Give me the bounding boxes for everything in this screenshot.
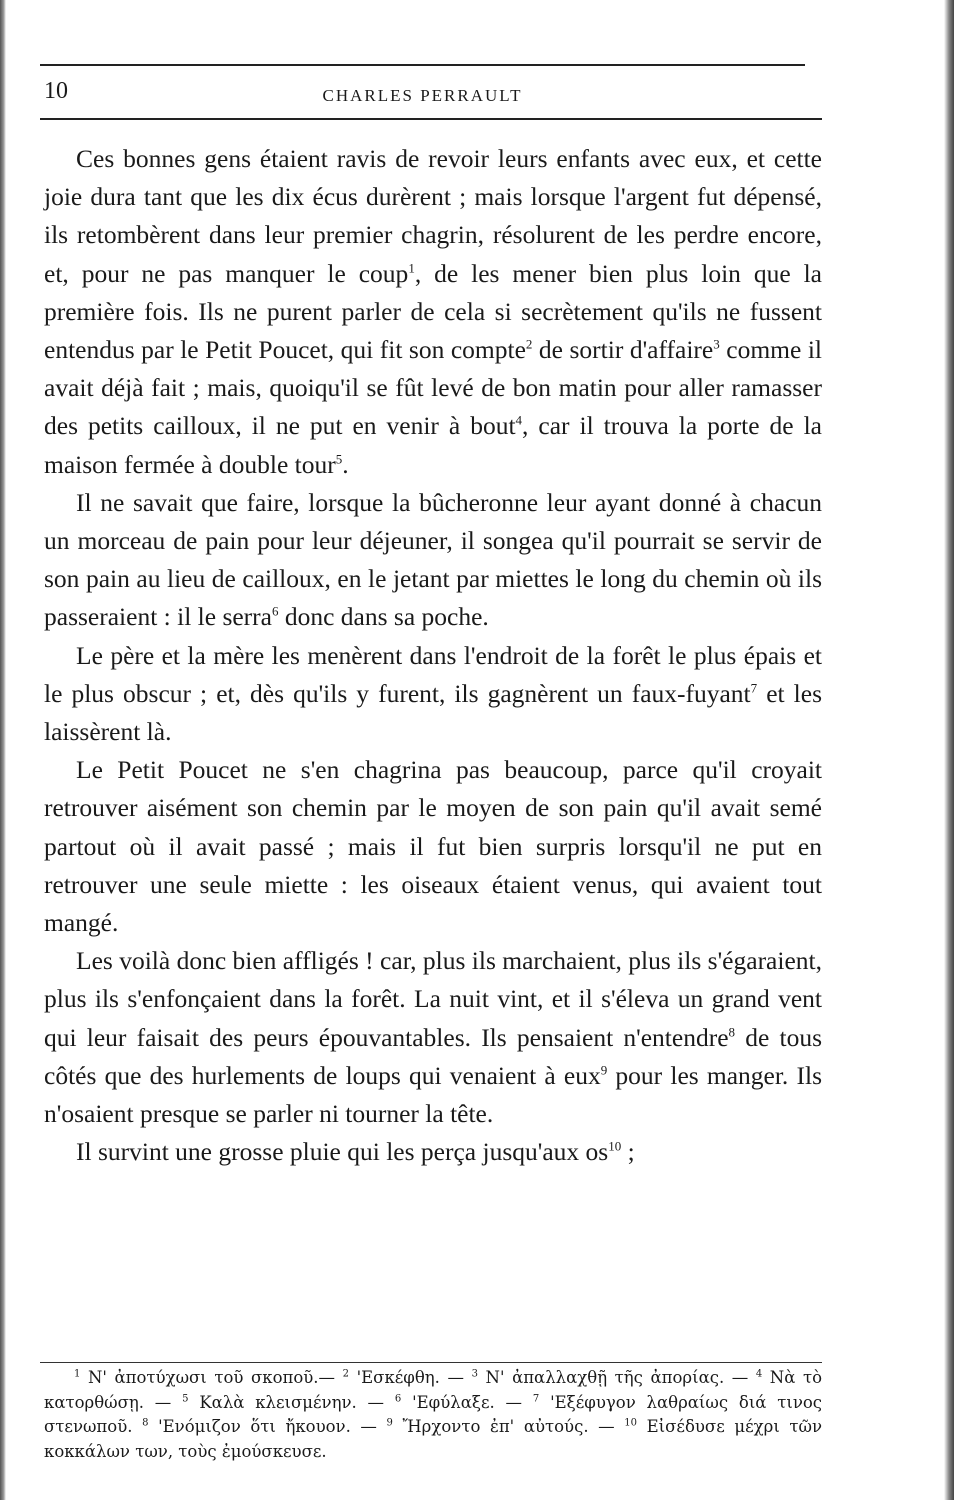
text-run: et les laissèrent là. [44,678,822,747]
footnote-number: 6 [394,1393,402,1405]
text-run: Le Petit Poucet ne s'en chagrina pas beaucoup, parce qu'il croyait retrouver aisément son chemin par le moyen de son pain qu'il avait semé partout où il avait passé ; mais il fut bien surpris lorsqu'il ne put en retrouver une seule miette : les oiseaux étaient venus, qui avaient tout mangé. [44,755,822,938]
footnote-text: Εἰσέδυσε μέχρι τῶν κοκκάλων των, τοὺς ἐμούσκευσε. [44,1417,822,1461]
footnote-number: 3 [471,1368,478,1380]
footnote-ref: 2 [525,336,533,352]
footnotes [44,1366,822,1464]
footnote-ref: 10 [608,1138,622,1154]
footnote-number: 1 [74,1368,81,1380]
footnote-number: 2 [342,1368,350,1380]
text-run: . [342,449,349,479]
paragraph [44,637,822,752]
text-run: Les voilà donc bien affligés ! car, plus ils marchaient, plus ils s'égaraient, plus ils s'enfonçaient dans la forêt. La nuit vint, et il s'éleva un grand vent qui leur faisait des peurs épouvantables. Ils pensaient n'entendre [44,946,822,1052]
text-run: Il ne savait que faire, lorsque la bûcheronne leur ayant donné à chacun un morceau de pain pour leur déjeuner, il songea qu'il pourrait se servir de son pain au lieu de cailloux, en le jetant par miettes le long du chemin où ils passeraient : il le serra [44,487,822,632]
footnote-ref: 1 [408,260,415,276]
footnote-rule [40,1362,822,1363]
text-run: , de les mener bien plus loin que la première fois. Ils ne purent parler de cela si secrètement qu'ils ne fussent entendus par le Petit Poucet, qui fit son compte [44,258,822,365]
footnote-number: 5 [182,1393,189,1405]
footnote-ref: 5 [335,451,343,467]
header-rule [40,118,822,120]
footnote-text: 'Εξέφυγον λαθραίως διά τινος στενωποῦ. [44,1392,823,1437]
page-header [40,76,805,116]
paragraph [44,140,822,484]
footnote-ref: 9 [600,1062,608,1078]
footnote-ref: 7 [750,680,758,696]
text-run: de sortir d'affaire [532,335,714,365]
footnote-ref: 4 [515,412,523,428]
top-rule [40,64,805,66]
text-run: pour les manger. Ils n'osaient presque se parler ni tourner la tête. [44,1060,823,1129]
page-edge-right [944,0,954,1500]
footnote-text: N' ἀποτύχωσι τοῦ σκοποῦ.— [87,1368,336,1387]
footnote-ref: 8 [728,1024,736,1040]
text-run: de tous côtés que des hurlements de loups qui venaient à eux [44,1022,822,1090]
text-run: Ces bonnes gens étaient ravis de revoir leurs enfants avec eux, et cette joie dura tant que les dix écus durèrent ; mais lorsque l'argent fut dépensé, ils retombèrent dans leur premier chagrin, résolurent de les perdre encore, et, pour ne pas manquer le coup [44,144,822,288]
paragraph [44,1133,822,1171]
text-run: Le père et la mère les menèrent dans l'endroit de la forêt le plus épais et le plus obscur ; et, dès qu'ils y furent, ils gagnèrent un faux-fuyant [44,640,822,708]
footnote-number: 9 [386,1417,393,1429]
text-run: ; [621,1137,635,1167]
paragraph [44,751,822,942]
text-run: , car il trouva la porte de la maison fermée à double tour [44,411,822,479]
footnote-text: 'Εσκέφθη. — [356,1368,464,1387]
footnote-number: 8 [142,1417,149,1429]
footnote-text: Nὰ τὸ κατορθώσῃ. — [44,1368,823,1412]
footnote-number: 4 [755,1368,763,1380]
paragraph [44,484,822,637]
footnote-number: 10 [624,1417,638,1429]
page-number: 10 [44,78,68,104]
footnote-number: 7 [532,1393,540,1405]
text-run: donc dans sa poche. [278,602,489,632]
footnote-text: Καλὰ κλεισμένην. — [199,1392,385,1412]
page-edge-left [0,0,6,1500]
text-run: Il survint une grosse pluie qui les perça jusqu'aux os [76,1137,609,1167]
footnote-text: 'Εφύλαξε. — [412,1392,523,1412]
footnote-ref: 3 [713,336,720,352]
footnote-ref: 6 [271,603,279,619]
footnote-text: Ἤρχοντο ἐπ' αὐτούς. — [402,1417,615,1437]
footnote-text: 'Ενόμιζον ὅτι ἤκουον. — [158,1417,377,1437]
text-run: comme il avait déjà fait ; mais, quoiqu'il se fût levé de bon matin pour aller ramasser des petits cailloux, il ne put en venir à bout [44,335,822,441]
body-text [44,140,822,1171]
running-title: CHARLES PERRAULT [322,86,523,105]
footnote-text: N' ἀπαλλαχθῇ τῆς ἀπορίας. — [485,1368,749,1387]
paragraph [44,942,822,1133]
